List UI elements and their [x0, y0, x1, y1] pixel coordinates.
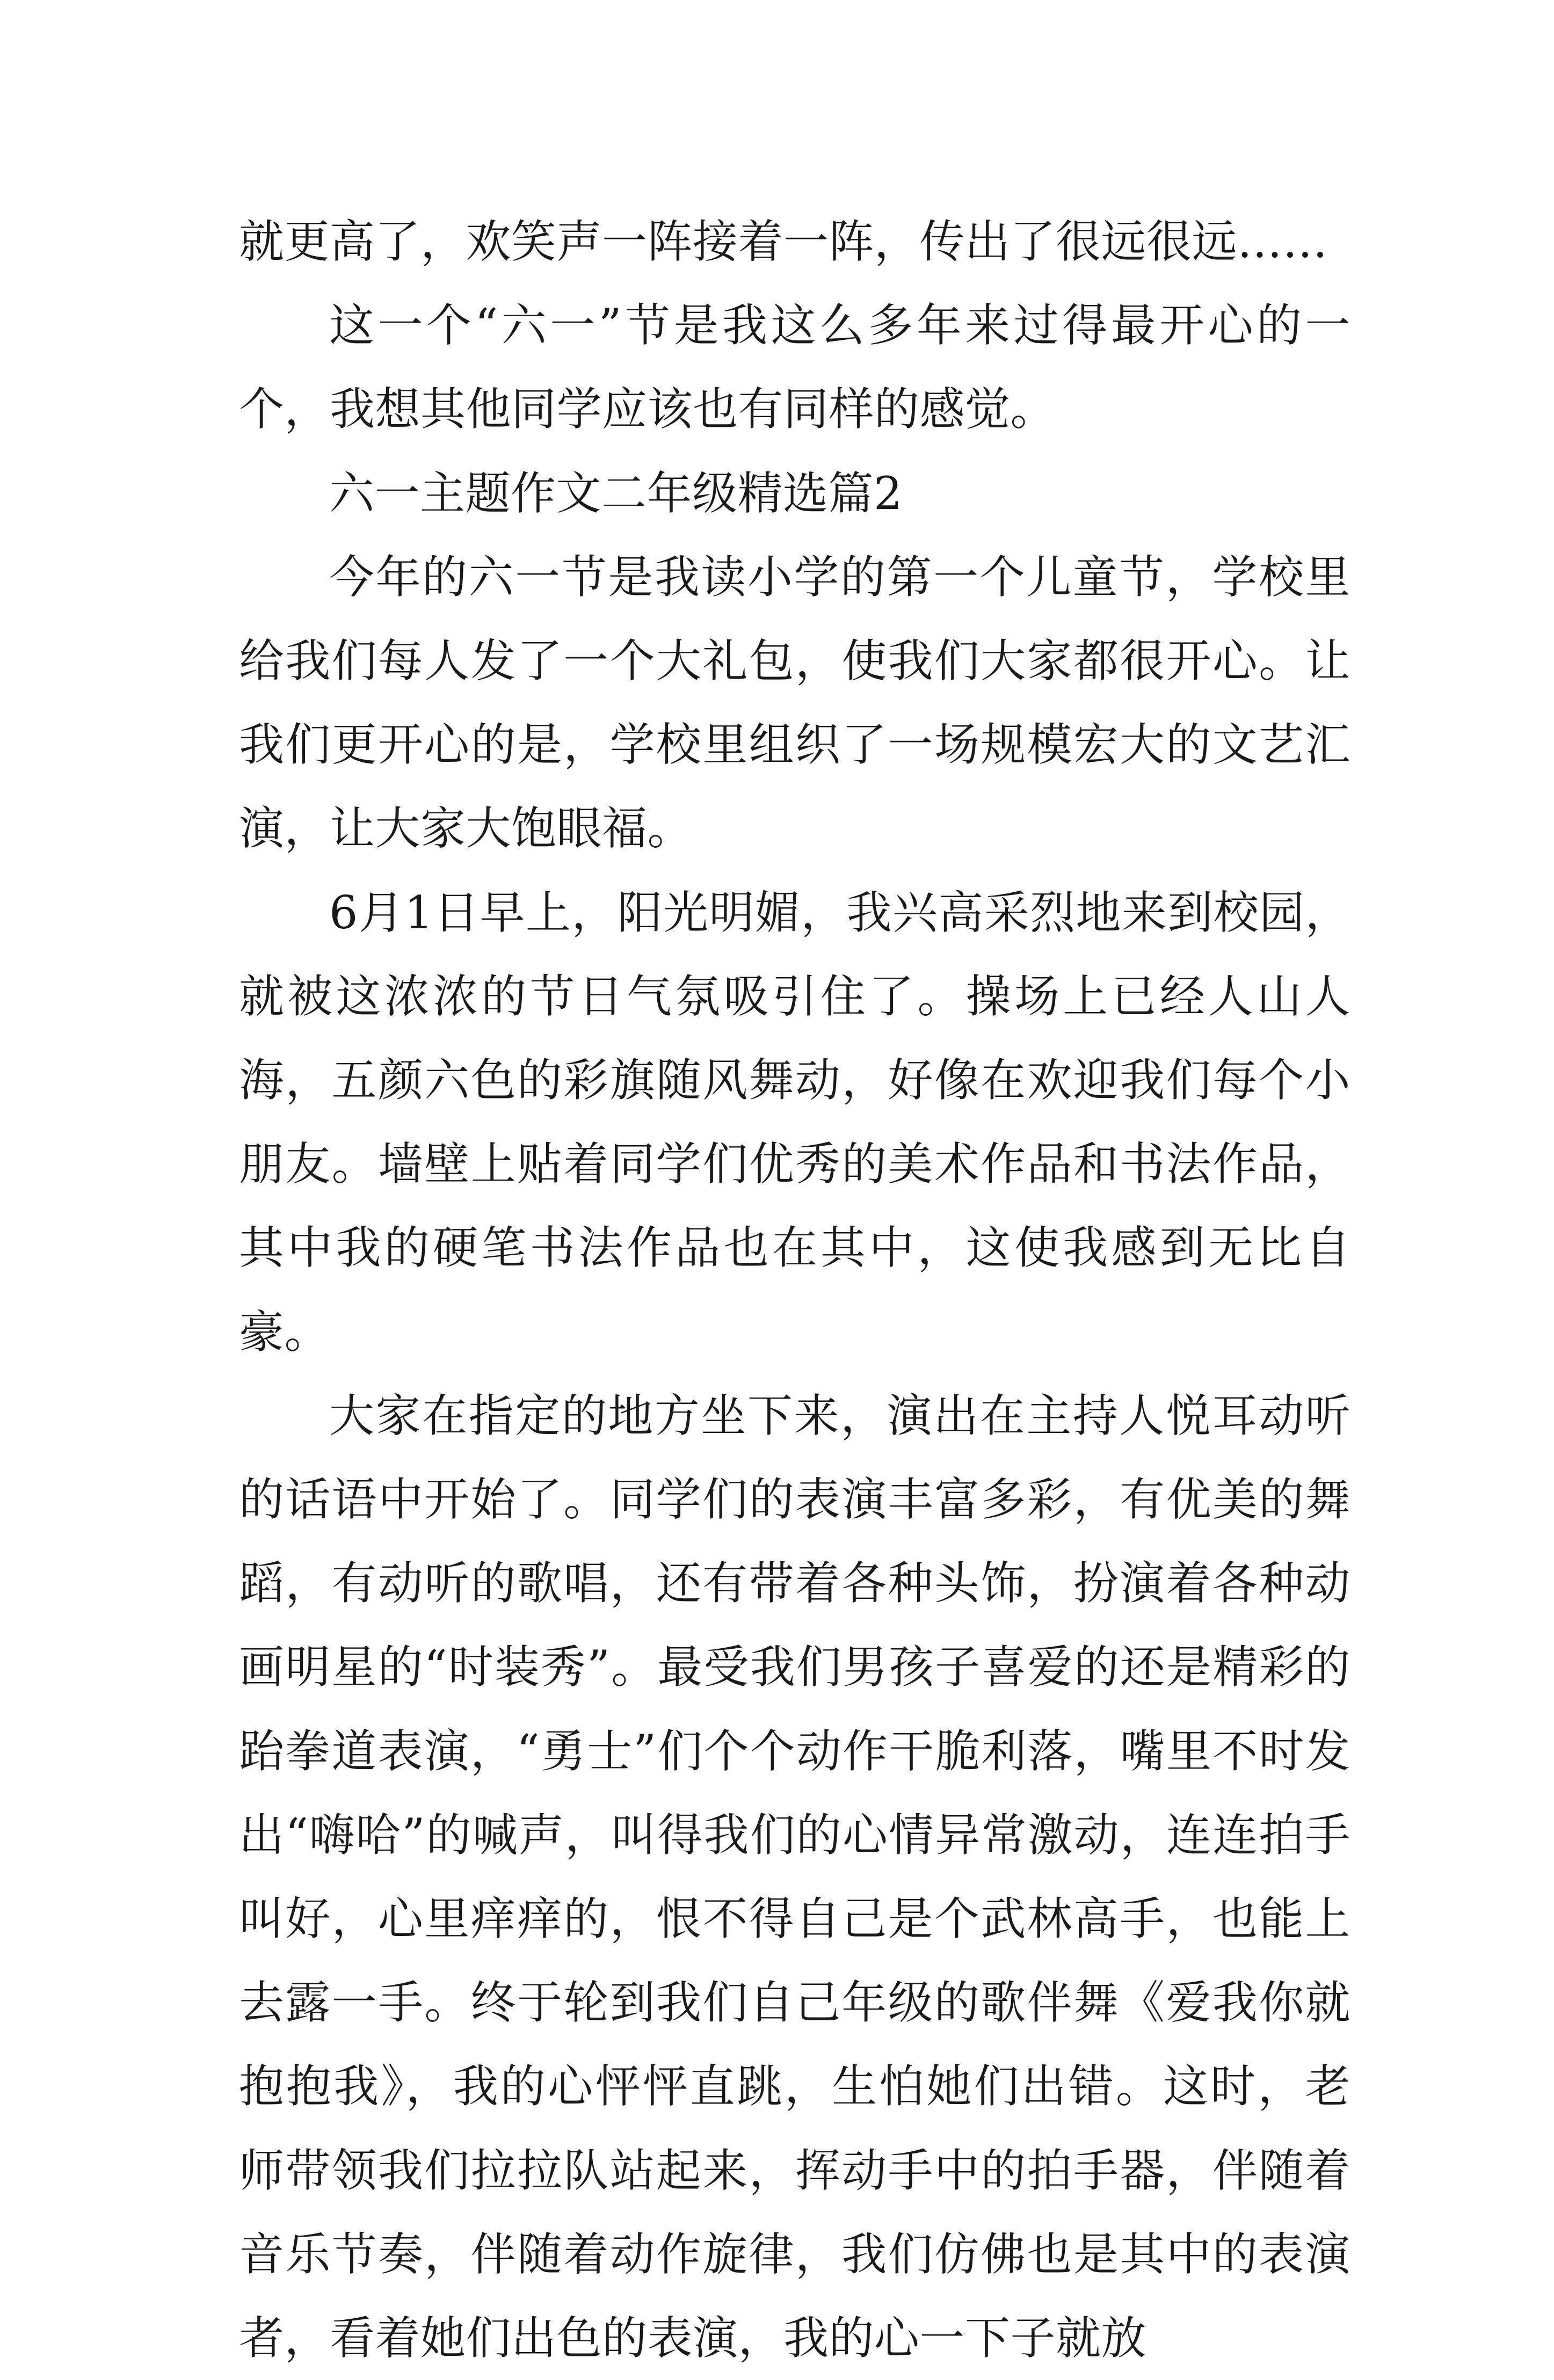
paragraph-3: 今年的六一节是我读小学的第一个儿童节，学校里给我们每人发了一个大礼包，使我们大家都很开心。让我们更开心的是，学校里组织了一场规模宏大的文艺汇演，让大家大饱眼福。 [239, 550, 1350, 855]
paragraph-1: 就更高了，欢笑声一阵接着一阵，传出了很远很远…… [239, 215, 1328, 268]
document-body [239, 200, 1350, 2380]
section-heading: 六一主题作文二年级精选篇2 [329, 467, 903, 520]
paragraph-4: 6月1日早上，阳光明媚，我兴高采烈地来到校园，就被这浓浓的节日气氛吸引住了。操场上已经人山人海，五颜六色的彩旗随风舞动，好像在欢迎我们每个小朋友。墙壁上贴着同学们优秀的美术作品和书法作品，其中我的硬笔书法作品也在其中，这使我感到无比自豪。 [239, 886, 1350, 1358]
paragraph-5: 大家在指定的地方坐下来，演出在主持人悦耳动听的话语中开始了。同学们的表演丰富多彩，有优美的舞蹈，有动听的歌唱，还有带着各种头饰，扮演着各种动画明星的“时装秀”。最受我们男孩子喜爱的还是精彩的跆拳道表演，“勇士”们个个动作干脆利落，嘴里不时发出“嗨哈”的喊声，叫得我们的心情异常激动，连连拍手叫好，心里痒痒的，恨不得自己是个武林高手，也能上去露一手。终于轮到我们自己年级的歌伴舞《爱我你就抱抱我》，我的心怦怦直跳，生怕她们出错。这时，老师带领我们拉拉队站起来，挥动手中的拍手器，伴随着音乐节奏，伴随着动作旋律，我们仿佛也是其中的表演者，看着她们出色的表演，我的心一下子就放 [239, 1389, 1350, 2365]
paragraph-2: 这一个“六一”节是我这么多年来过得最开心的一个，我想其他同学应该也有同样的感觉。 [239, 299, 1350, 436]
